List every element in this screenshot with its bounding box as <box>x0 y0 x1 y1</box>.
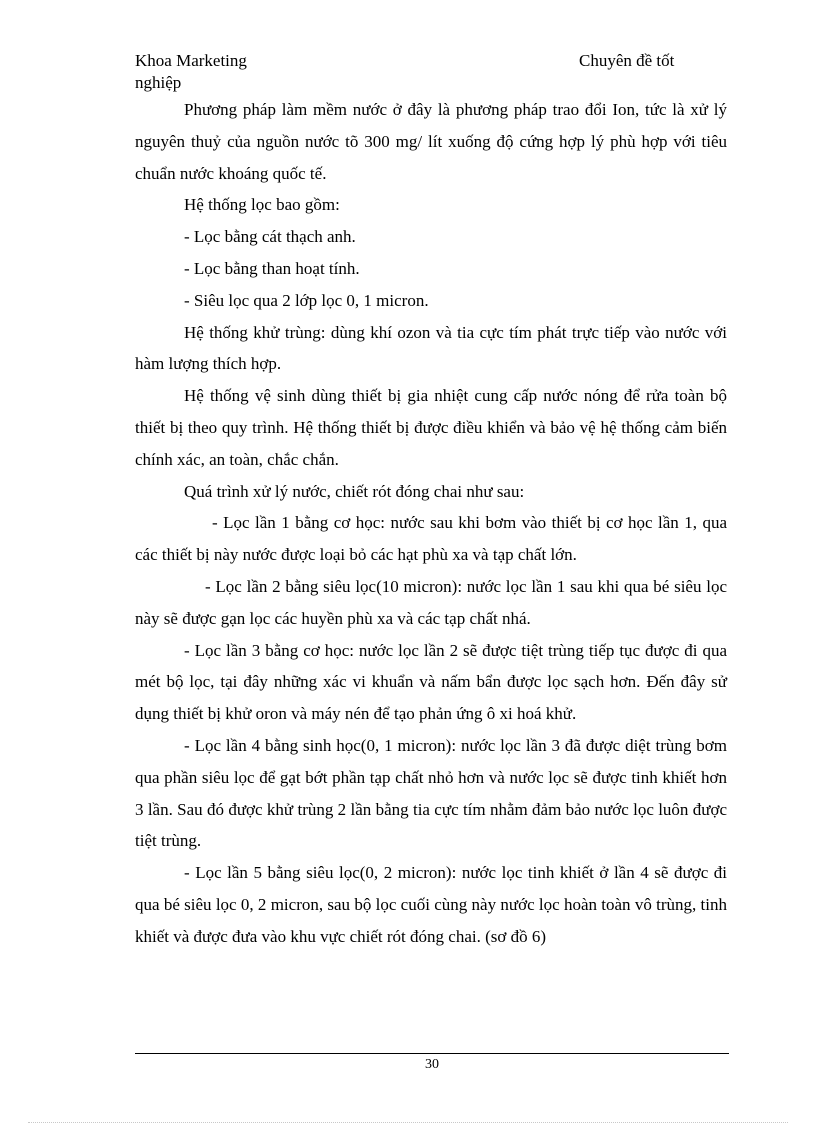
list-item-quartz-sand: - Lọc bằng cát thạch anh. <box>184 227 356 247</box>
list-item-activated-carbon: - Lọc bằng than hoạt tính. <box>184 258 360 278</box>
list-item-filter-stage-3: - Lọc lần 3 bằng cơ học: nước lọc lần 2 sẽ được tiệt trùng tiếp tục được đi qua mét bộ lọc, tại đây những xác vi khuẩn và nấm bẩn được lọc sạch hơn. Đến đây sử dụng thiết bị khử oron và máy nén để tạo phản ứng ô xi hoá khử. <box>135 640 727 724</box>
page-number: 30 <box>425 1057 439 1072</box>
header-department: Khoa Marketing <box>135 51 247 70</box>
footer-divider <box>135 1053 729 1054</box>
paragraph-process-intro: Quá trình xử lý nước, chiết rót đóng chai như sau: <box>184 481 525 501</box>
list-item-ultrafiltration: - Siêu lọc qua 2 lớp lọc 0, 1 micron. <box>184 290 429 310</box>
paragraph-water-softening: Phương pháp làm mềm nước ở đây là phương pháp trao đổi Ion, tức là xử lý nguyên thuỷ của nguồn nước tõ 300 mg/ lít xuống độ cứng hợp lý phù hợp với tiêu chuẩn nước khoáng quốc tế. <box>135 100 727 183</box>
paragraph-sanitation: Hệ thống vệ sinh dùng thiết bị gia nhiệt cung cấp nước nóng để rửa toàn bộ thiết bị theo quy trình. Hệ thống thiết bị được điều khiển và bảo vệ hệ thống cảm biến chính xác, an toàn, chắc chắn. <box>135 386 727 469</box>
list-item-filter-stage-5: - Lọc lần 5 bằng siêu lọc(0, 2 micron): nước lọc tinh khiết ở lần 4 sẽ được đi qua bé siêu lọc 0, 2 micron, sau bộ lọc cuối cùng này nước lọc hoàn toàn vô trùng, tinh khiết và được đưa vào khu vực chiết rót đóng chai. (sơ đồ 6) <box>135 863 727 946</box>
list-item-filter-stage-2: - Lọc lần 2 bằng siêu lọc(10 micron): nước lọc lần 1 sau khi qua bé siêu lọc này sẽ được gạn lọc các huyền phù xa và các tạp chất nhá. <box>135 576 727 628</box>
paragraph-filter-system-intro: Hệ thống lọc bao gồm: <box>184 195 340 215</box>
document-body <box>135 94 727 953</box>
list-item-filter-stage-4: - Lọc lần 4 bằng sinh học(0, 1 micron): nước lọc lần 3 đã được diệt trùng bơm qua phần siêu lọc để gạt bớt phần tạp chất nhỏ hơn và nước lọc sẽ được tinh khiết hơn 3 lần. Sau đó được khử trùng 2 lần bằng tia cực tím nhằm đảm bảo nước lọc luôn được tiệt trùng. <box>135 735 727 851</box>
paragraph-sterilization: Hệ thống khử trùng: dùng khí ozon và tia cực tím phát trực tiếp vào nước với hàm lượng thích hợp. <box>135 322 727 374</box>
list-item-filter-stage-1: - Lọc lần 1 bằng cơ học: nước sau khi bơm vào thiết bị cơ học lần 1, qua các thiết bị này nước được loại bỏ các hạt phù xa và tạp chất lớn. <box>135 513 727 565</box>
header-document-type-continued: nghiệp <box>135 73 182 92</box>
header-document-type: Chuyên đề tốt <box>579 51 675 70</box>
